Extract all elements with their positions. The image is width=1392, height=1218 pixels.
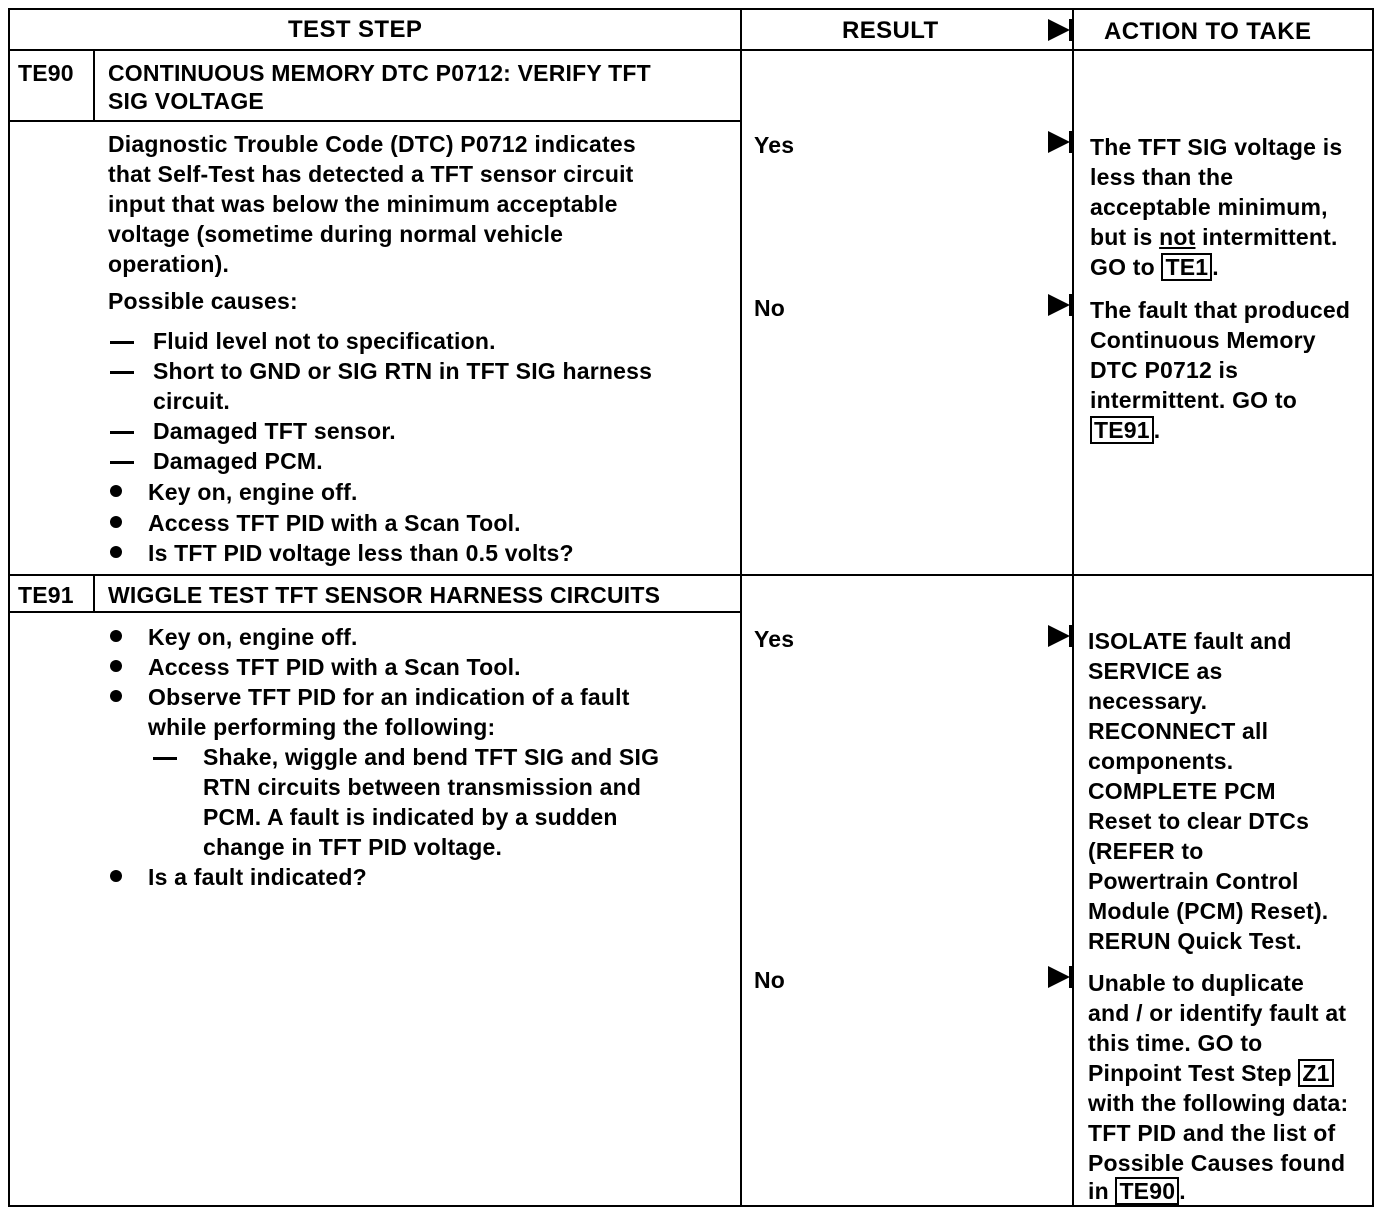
bullet-icon xyxy=(110,485,122,497)
te91-no-action-line: Pinpoint Test Step Z1 xyxy=(1088,1058,1334,1088)
te91-yes-action-line: RERUN Quick Test. xyxy=(1088,928,1302,954)
te90-desc-line: operation). xyxy=(108,251,230,277)
te91-yes-label: Yes xyxy=(754,626,795,652)
dash-icon xyxy=(153,757,177,760)
te90-no-action-line: Continuous Memory xyxy=(1090,327,1316,353)
te90-code: TE90 xyxy=(18,60,74,86)
bullet-icon xyxy=(110,870,122,882)
te91-yes-action-line: necessary. xyxy=(1088,688,1208,714)
step-result-divider xyxy=(740,8,742,1207)
te90-cause: Damaged PCM. xyxy=(153,448,323,474)
diagnostic-table xyxy=(8,8,1374,1208)
table-right-border xyxy=(1372,8,1374,1207)
te90-yes-action-line: The TFT SIG voltage is xyxy=(1090,134,1343,160)
te90-title-line2: SIG VOLTAGE xyxy=(108,88,264,114)
te90-desc-line: voltage (sometime during normal vehicle xyxy=(108,221,564,247)
te91-code: TE91 xyxy=(18,582,74,608)
te91-yes-action-line: Module (PCM) Reset). xyxy=(1088,898,1329,924)
te91-no-label: No xyxy=(754,967,786,993)
te90-cause: Short to GND or SIG RTN in TFT SIG harness xyxy=(153,358,653,384)
te91-sub-line: RTN circuits between transmission and xyxy=(203,774,642,800)
te90-yes-label: Yes xyxy=(754,132,795,158)
te91-sub-line: Shake, wiggle and bend TFT SIG and SIG xyxy=(203,744,660,770)
te90-question: Is TFT PID voltage less than 0.5 volts? xyxy=(148,540,574,566)
te91-no-action-line: TFT PID and the list of xyxy=(1088,1120,1336,1146)
link-te91[interactable]: TE91 xyxy=(1090,416,1154,444)
te91-yes-action-line: COMPLETE PCM xyxy=(1088,778,1276,804)
header-divider xyxy=(8,49,1374,51)
te91-no-action-line: Unable to duplicate xyxy=(1088,970,1304,996)
te90-no-label: No xyxy=(754,295,786,321)
te91-step: Key on, engine off. xyxy=(148,624,358,650)
te91-title-divider xyxy=(8,611,741,613)
te91-no-action-line: Possible Causes found xyxy=(1088,1150,1346,1176)
te91-title: WIGGLE TEST TFT SENSOR HARNESS CIRCUITS xyxy=(108,582,661,608)
code-column-divider-te91 xyxy=(93,574,95,612)
te91-no-action-line: with the following data: xyxy=(1088,1090,1349,1116)
bullet-icon xyxy=(110,630,122,642)
dash-icon xyxy=(110,371,134,374)
te90-cause: circuit. xyxy=(153,388,231,414)
bullet-icon xyxy=(110,516,122,528)
te91-yes-action-line: (REFER to xyxy=(1088,838,1204,864)
te91-no-action-line: in TE90 . xyxy=(1088,1178,1186,1204)
te90-desc-line: that Self-Test has detected a TFT sensor circuit xyxy=(108,161,634,187)
dash-icon xyxy=(110,341,134,344)
te90-yes-action-line: GO to TE1 . xyxy=(1090,254,1219,280)
te91-yes-action-line: SERVICE as xyxy=(1088,658,1223,684)
te90-step: Key on, engine off. xyxy=(148,479,358,505)
te91-yes-action-line: ISOLATE fault and xyxy=(1088,628,1292,654)
link-z1[interactable]: Z1 xyxy=(1298,1059,1333,1087)
te90-cause: Fluid level not to specification. xyxy=(153,328,496,354)
te90-title-line1: CONTINUOUS MEMORY DTC P0712: VERIFY TFT xyxy=(108,60,651,86)
result-action-divider xyxy=(1072,8,1074,1207)
te91-step: Observe TFT PID for an indication of a fault xyxy=(148,684,630,710)
te91-yes-action-line: RECONNECT all xyxy=(1088,718,1269,744)
te91-no-action-line: this time. GO to xyxy=(1088,1030,1263,1056)
te90-no-action-line: TE91 . xyxy=(1090,415,1160,445)
te91-step: while performing the following: xyxy=(148,714,496,740)
header-result: RESULT xyxy=(842,17,939,44)
te90-yes-action-line: less than the xyxy=(1090,164,1234,190)
te90-no-action-line: DTC P0712 is xyxy=(1090,357,1239,383)
bullet-icon xyxy=(110,690,122,702)
bullet-icon xyxy=(110,546,122,558)
code-column-divider-te90 xyxy=(93,49,95,121)
te91-step: Access TFT PID with a Scan Tool. xyxy=(148,654,521,680)
te91-sub-line: PCM. A fault is indicated by a sudden xyxy=(203,804,618,830)
te90-yes-action-line: acceptable minimum, xyxy=(1090,194,1328,220)
te91-no-action-line: and / or identify fault at xyxy=(1088,1000,1347,1026)
te90-desc-line: Diagnostic Trouble Code (DTC) P0712 indicates xyxy=(108,131,636,157)
te90-possible-causes-label: Possible causes: xyxy=(108,288,298,314)
header-test-step: TEST STEP xyxy=(288,16,423,43)
te90-step: Access TFT PID with a Scan Tool. xyxy=(148,510,521,536)
table-left-border xyxy=(8,8,10,1207)
table-top-border xyxy=(8,8,1374,10)
te90-title-divider xyxy=(8,120,741,122)
link-te90[interactable]: TE90 xyxy=(1115,1177,1179,1205)
dash-icon xyxy=(110,431,134,434)
te91-question: Is a fault indicated? xyxy=(148,864,367,890)
te91-top-divider xyxy=(8,574,1374,576)
te90-cause: Damaged TFT sensor. xyxy=(153,418,396,444)
te90-yes-action-line: but is not intermittent. xyxy=(1090,224,1338,250)
te91-yes-action-line: Powertrain Control xyxy=(1088,868,1299,894)
te90-no-action-line: The fault that produced xyxy=(1090,297,1351,323)
te90-no-action-line: intermittent. GO to xyxy=(1090,387,1297,413)
bullet-icon xyxy=(110,660,122,672)
te90-desc-line: input that was below the minimum acceptable xyxy=(108,191,618,217)
te91-sub-line: change in TFT PID voltage. xyxy=(203,834,503,860)
te91-yes-action-line: Reset to clear DTCs xyxy=(1088,808,1310,834)
link-te1[interactable]: TE1 xyxy=(1161,253,1212,281)
dash-icon xyxy=(110,461,134,464)
header-action: ACTION TO TAKE xyxy=(1104,18,1312,45)
te91-yes-action-line: components. xyxy=(1088,748,1234,774)
